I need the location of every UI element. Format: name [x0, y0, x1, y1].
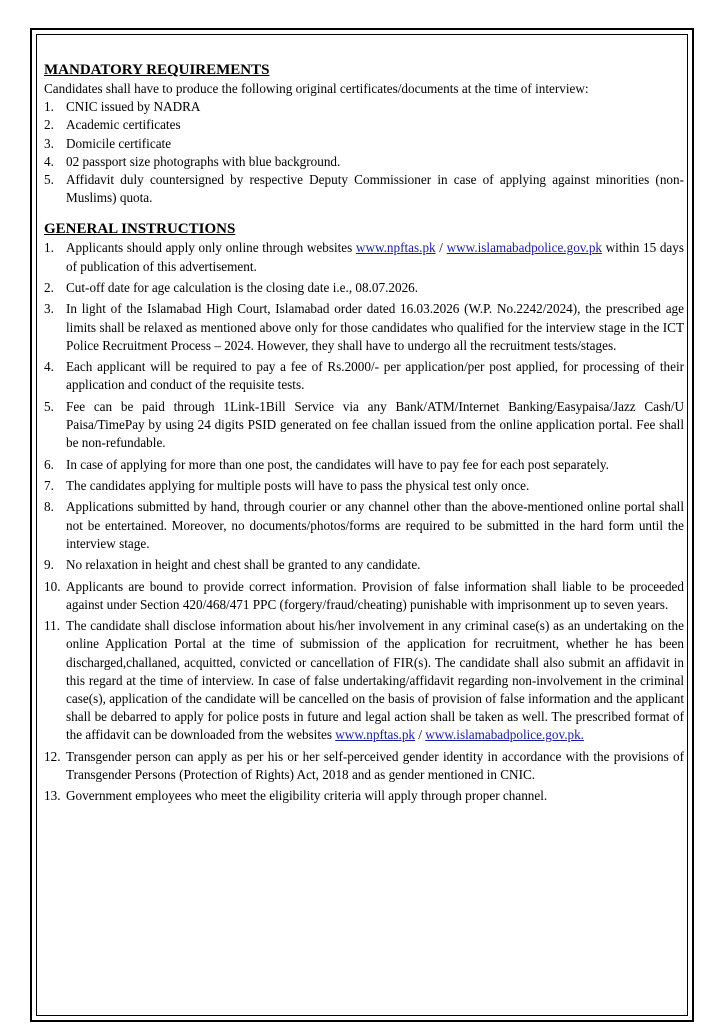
item-text: Fee can be paid through 1Link-1Bill Service via any Bank/ATM/Internet Banking/Easypaisa/Jazz Cash/U Paisa/TimePay by using 24 digits PSID generated on fee challan issued from the online application portal. Fee shall be non-refundable.: [66, 398, 684, 451]
item-number: 8.: [44, 499, 54, 515]
mandatory-requirements-section: [44, 60, 684, 207]
item-number: 10.: [44, 578, 61, 594]
general-list: [44, 239, 684, 805]
item-number: 3.: [44, 135, 54, 151]
npftas-link[interactable]: www.npftas.pk: [355, 240, 436, 256]
list-item: [44, 116, 684, 134]
item-number: 13.: [44, 788, 61, 804]
link-separator: /: [435, 240, 447, 256]
list-item: [44, 498, 684, 553]
list-item: [44, 456, 684, 474]
item-number: 1.: [44, 240, 54, 256]
mandatory-requirements-heading: MANDATORY REQUIREMENTS: [44, 62, 270, 78]
general-instructions-heading: GENERAL INSTRUCTIONS: [44, 221, 236, 238]
item-text: Transgender person can apply as per his or her self-perceived gender identity in accordance with the provisions of Transgender Persons (Protection of Rights) Act, 2018 and as gender mentioned in CNIC.: [66, 748, 684, 782]
list-item: [44, 617, 684, 744]
link-separator: /: [415, 727, 426, 743]
item-number: 2.: [44, 117, 54, 133]
item-number: 7.: [44, 477, 54, 493]
item-text: In light of the Islamabad High Court, Islamabad order dated 16.03.2026 (W.P. No.2242/2024), the prescribed age limits shall be relaxed as mentioned above only for those candidates who qualified for the interview stage in the ICT Police Recruitment Process – 2024. However, they shall have to undergo all the recruitment tests/stages.: [66, 301, 684, 353]
list-item: [44, 358, 684, 394]
list-item: [44, 239, 684, 275]
item-number: 11.: [44, 618, 60, 634]
islamabad-police-link[interactable]: www.islamabadpolice.gov.pk.: [425, 727, 584, 743]
list-item: [44, 787, 684, 805]
item-text: The candidates applying for multiple posts will have to pass the physical test only once.: [66, 477, 530, 493]
document-body: [44, 60, 684, 809]
list-item: [44, 153, 684, 171]
islamabad-police-link[interactable]: www.islamabadpolice.gov.pk: [446, 240, 603, 256]
npftas-link[interactable]: www.npftas.pk: [335, 727, 416, 743]
general-instructions-section: [44, 219, 684, 805]
list-item: [44, 578, 684, 614]
item-number: 6.: [44, 456, 54, 472]
item-text: Applicants are bound to provide correct information. Provision of false information shall liable to be proceeded against under Section 420/468/471 PPC (forgery/fraud/cheating) punishable with imprisonment up to seven years.: [66, 578, 684, 612]
item-text: Applications submitted by hand, through courier or any channel other than the above-mentioned online portal shall not be entertained. Moreover, no documents/photos/forms are required to be submitted in the hard form until the interview stage.: [66, 499, 684, 551]
item-text: In case of applying for more than one post, the candidates will have to pay fee for each post separately.: [66, 456, 609, 472]
item-number: 4.: [44, 359, 54, 375]
item-text: Domicile certificate: [66, 135, 172, 151]
item-number: 3.: [44, 301, 54, 317]
item-number: 9.: [44, 557, 54, 573]
list-item: [44, 171, 684, 207]
item-text: CNIC issued by NADRA: [66, 99, 201, 115]
item-text: No relaxation in height and chest shall be granted to any candidate.: [66, 557, 421, 573]
item-text: Affidavit duly countersigned by respective Deputy Commissioner in case of applying against minorities (non-Muslims) quota.: [66, 172, 684, 206]
item-text-pre: Applicants should apply only online through websites: [66, 240, 356, 256]
item-text: [66, 617, 684, 744]
item-text: Academic certificates: [66, 117, 181, 133]
item-number: 12.: [44, 748, 61, 764]
list-item: [44, 98, 684, 116]
list-item: [44, 477, 684, 495]
list-item: [44, 135, 684, 153]
list-item: [44, 748, 684, 784]
item-text-post: within 15 days of publication of this advertisement.: [66, 240, 684, 274]
item-number: 2.: [44, 280, 54, 296]
item-number: 5.: [44, 398, 54, 414]
item-number: 1.: [44, 99, 54, 115]
item-text: 02 passport size photographs with blue background.: [66, 153, 341, 169]
item-text: [66, 239, 684, 275]
list-item: [44, 556, 684, 574]
item-number: 5.: [44, 172, 54, 188]
item-text: Each applicant will be required to pay a fee of Rs.2000/- per application/per post applied, for processing of their application and conduct of the requisite tests.: [66, 359, 684, 393]
item-text-pre: The candidate shall disclose information about his/her involvement in any criminal case(s) as an undertaking on the online Application Portal at the time of submission of the application for recruitment, whether he has been discharged,challaned, acquitted, convicted or cancellation of FIR(s). The candidate shall also submit an affidavit in this regard at the time of interview. In case of false undertaking/affidavit regarding non-involvement in the criminal case(s), application of the candidate will be cancelled on the basis of provision of false information and the applicant shall be debarred to apply for police posts in future and legal action shall be taken as well. The prescribed format of the affidavit can be downloaded from the websites: [66, 618, 684, 743]
mandatory-intro: Candidates shall have to produce the following original certificates/documents at the time of interview:: [44, 81, 589, 96]
mandatory-list: [44, 98, 684, 207]
item-text: Cut-off date for age calculation is the closing date i.e., 08.07.2026.: [66, 280, 419, 296]
item-text: Government employees who meet the eligibility criteria will apply through proper channel.: [66, 788, 548, 804]
item-number: 4.: [44, 153, 54, 169]
list-item: [44, 279, 684, 297]
list-item: [44, 398, 684, 453]
list-item: [44, 300, 684, 355]
